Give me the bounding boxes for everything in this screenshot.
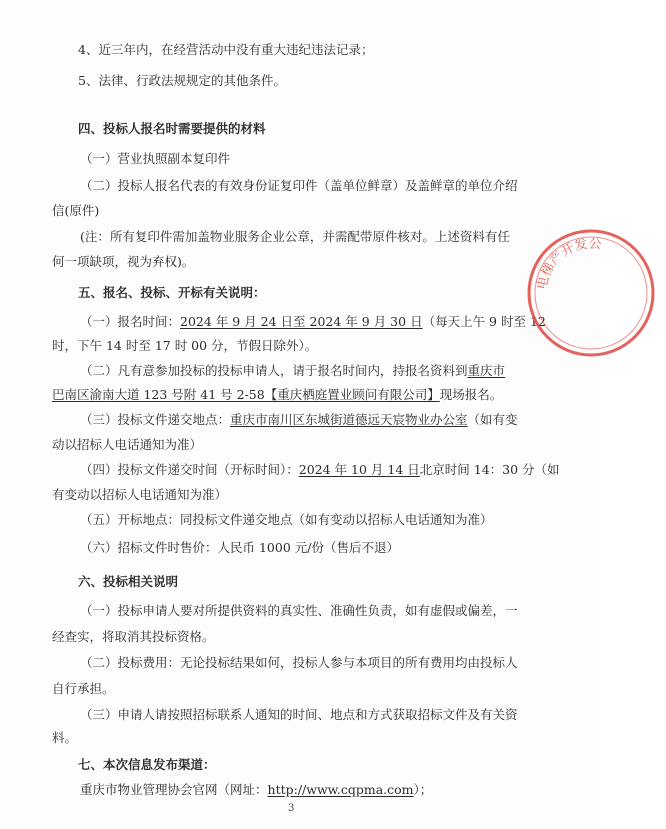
text-line: （二）投标人报名代表的有效身份证复印件（盖单位鲜章）及盖鲜章的单位介绍 bbox=[80, 178, 518, 193]
text-line: 何一项缺项，视为弃权)。 bbox=[52, 254, 195, 269]
seal-text: 电梯产开发公 bbox=[534, 236, 603, 291]
text-line bbox=[80, 363, 505, 379]
submission-date: 2024 年 10 月 14 日 bbox=[298, 462, 420, 477]
text-line bbox=[80, 462, 560, 478]
text-fragment: ）； bbox=[413, 782, 433, 797]
registration-dates: 2024 年 9 月 24 日至 2024 年 9 月 30 日 bbox=[180, 314, 423, 329]
text-fragment: （二）凡有意参加投标的投标申请人，请于报名时间内，持报名资料到 bbox=[80, 363, 468, 378]
text-line: 信(原件) bbox=[52, 203, 100, 218]
text-line: (注：所有复印件需加盖物业服务企业公章，并需配带原件核对。上述资料有任 bbox=[80, 229, 510, 244]
company-seal bbox=[516, 218, 666, 368]
section-heading: 五、报名、投标、开标有关说明： bbox=[78, 285, 266, 300]
text-line: 经查实，将取消其投标资格。 bbox=[52, 629, 215, 644]
text-fragment: （如有变 bbox=[467, 412, 518, 427]
text-line: 时，下午 14 时至 17 时 00 分，节假日除外）。 bbox=[52, 338, 318, 353]
text-fragment: 重庆市物业管理协会官网（网址： bbox=[80, 782, 268, 797]
text-line bbox=[80, 314, 546, 330]
text-line: （一）投标申请人要对所提供资料的真实性、准确性负责，如有虚假或偏差，一 bbox=[80, 603, 518, 618]
text-line: （六）招标文件时售价：人民币 1000 元/份（售后不退） bbox=[80, 540, 399, 555]
text-line bbox=[80, 412, 518, 428]
page-number: 3 bbox=[288, 803, 295, 814]
section-heading: 七、本次信息发布渠道： bbox=[78, 757, 216, 772]
label-text: （一）报名时间： bbox=[80, 314, 181, 329]
label-text: （四）投标文件递交时间（开标时间）： bbox=[80, 462, 299, 477]
label-text: （三）投标文件递交地点： bbox=[80, 412, 231, 427]
text-fragment: （每天上午 9 时至 12 bbox=[422, 314, 546, 329]
text-fragment: 北京时间 14：30 分（如 bbox=[419, 462, 560, 477]
address-text: 巴南区渝南大道 123 号附 41 号 2-58【重庆栖庭置业顾问有限公司】 bbox=[52, 387, 440, 402]
text-line: 4、近三年内，在经营活动中没有重大违纪违法记录； bbox=[78, 42, 374, 57]
text-line bbox=[52, 387, 502, 403]
text-line: （二）投标费用：无论投标结果如何，投标人参与本项目的所有费用均由投标人 bbox=[80, 655, 518, 670]
text-line: 有变动以招标人电话通知为准） bbox=[52, 487, 228, 502]
address-text: 重庆市 bbox=[467, 363, 506, 378]
section-heading: 六、投标相关说明 bbox=[78, 574, 179, 589]
submission-location: 重庆市南川区东城街道德远天宸物业办公室 bbox=[230, 412, 468, 427]
text-line: 自行承担。 bbox=[52, 681, 115, 696]
text-line: 料。 bbox=[52, 730, 78, 745]
text-line: （三）申请人请按照招标联系人通知的时间、地点和方式获取招标文件及有关资 bbox=[80, 707, 518, 722]
website-link[interactable]: http://www.cqpma.com bbox=[267, 782, 414, 797]
text-line bbox=[80, 782, 432, 798]
text-fragment: 现场报名。 bbox=[439, 387, 503, 402]
seal-graphic bbox=[516, 218, 666, 368]
svg-text:电梯产开发公 bbox=[534, 237, 602, 291]
section-heading: 四、投标人报名时需要提供的材料 bbox=[78, 121, 266, 136]
text-line: 动以招标人电话通知为准） bbox=[52, 437, 203, 452]
text-line: （五）开标地点：同投标文件递交地点（如有变动以招标人电话通知为准） bbox=[80, 512, 493, 527]
text-line: （一）营业执照副本复印件 bbox=[80, 151, 231, 166]
text-line: 5、法律、行政法规规定的其他条件。 bbox=[78, 73, 286, 88]
